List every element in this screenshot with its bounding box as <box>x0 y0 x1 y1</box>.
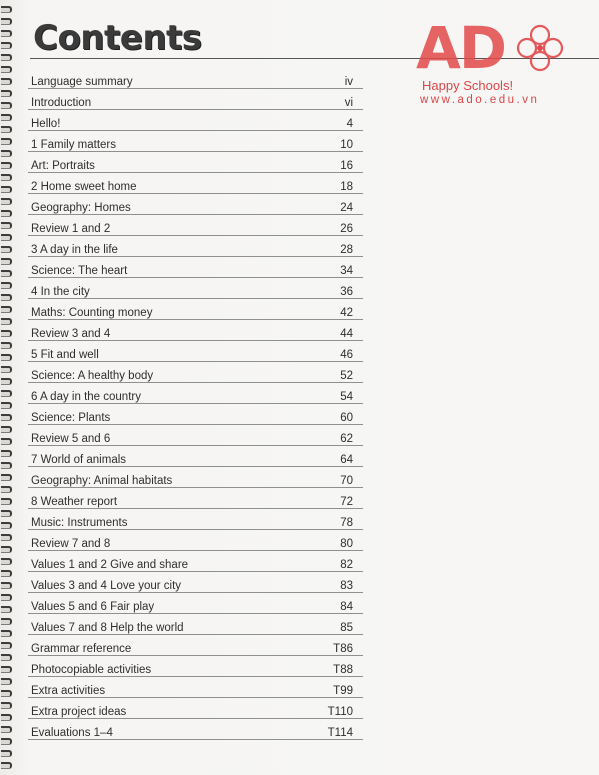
contents-row <box>28 299 363 320</box>
contents-row <box>28 593 363 614</box>
contents-row <box>28 509 363 530</box>
contents-entry-label: Music: Instruments <box>31 517 128 529</box>
contents-entry-label: Geography: Animal habitats <box>31 475 173 487</box>
contents-page-number: T86 <box>333 643 353 655</box>
row-divider <box>28 739 363 740</box>
contents-page-number: 34 <box>340 265 353 277</box>
contents-row <box>28 404 363 425</box>
contents-page-number: 28 <box>340 244 353 256</box>
contents-row <box>28 320 363 341</box>
contents-entry-label: Values 7 and 8 Help the world <box>31 622 184 634</box>
contents-row <box>28 467 363 488</box>
logo-tagline: Happy Schools! <box>422 78 514 93</box>
contents-page-number: 46 <box>340 349 353 361</box>
contents-entry-label: Photocopiable activities <box>31 664 152 676</box>
contents-page-number: 82 <box>340 559 353 571</box>
contents-page-number: 18 <box>340 181 353 193</box>
contents-row <box>28 656 363 677</box>
contents-page-number: 80 <box>340 538 353 550</box>
contents-row <box>28 572 363 593</box>
contents-row <box>28 68 363 89</box>
logo-url: www.ado.edu.vn <box>420 94 540 106</box>
contents-page-number: 85 <box>340 622 353 634</box>
contents-entry-label: Introduction <box>31 97 92 109</box>
contents-page-number: 52 <box>340 370 353 382</box>
contents-page-number: T88 <box>333 664 353 676</box>
contents-entry-label: Evaluations 1–4 <box>31 727 113 739</box>
contents-row <box>28 677 363 698</box>
contents-entry-label: Science: Plants <box>31 412 111 424</box>
contents-page-number: 24 <box>340 202 353 214</box>
contents-entry-label: 3 A day in the life <box>31 244 118 256</box>
contents-row <box>28 698 363 719</box>
contents-page-number: 78 <box>340 517 353 529</box>
contents-page-number: vi <box>344 97 353 109</box>
contents-page-number: T99 <box>333 685 353 697</box>
logo-brand-text: AD <box>416 14 506 82</box>
contents-row <box>28 278 363 299</box>
contents-entry-label: Extra project ideas <box>31 706 127 718</box>
contents-page-number: 4 <box>346 118 353 130</box>
contents-page-number: 72 <box>340 496 353 508</box>
contents-row <box>28 635 363 656</box>
contents-page-number: T110 <box>327 706 353 718</box>
contents-page-number: iv <box>344 76 353 88</box>
contents-row <box>28 362 363 383</box>
contents-row <box>28 530 363 551</box>
contents-entry-label: Science: The heart <box>31 265 128 277</box>
contents-entry-label: Art: Portraits <box>31 160 95 172</box>
contents-row <box>28 425 363 446</box>
contents-row <box>28 446 363 467</box>
contents-page-number: 70 <box>340 475 353 487</box>
contents-page-number: 10 <box>340 139 353 151</box>
contents-entry-label: Language summary <box>31 76 133 88</box>
contents-entry-label: 1 Family matters <box>31 139 116 151</box>
contents-entry-label: Science: A healthy body <box>31 370 154 382</box>
contents-row <box>28 173 363 194</box>
contents-row <box>28 614 363 635</box>
contents-entry-label: Geography: Homes <box>31 202 131 214</box>
contents-entry-label: Review 7 and 8 <box>31 538 111 550</box>
contents-row <box>28 194 363 215</box>
contents-row <box>28 257 363 278</box>
contents-page-number: 62 <box>340 433 353 445</box>
contents-entry-label: 5 Fit and well <box>31 349 99 361</box>
contents-page-number: 26 <box>340 223 353 235</box>
contents-row <box>28 551 363 572</box>
contents-entry-label: Review 3 and 4 <box>31 328 111 340</box>
contents-row <box>28 719 363 740</box>
contents-page-number: 42 <box>340 307 353 319</box>
contents-entry-label: Hello! <box>31 118 61 130</box>
contents-page-number: 36 <box>340 286 353 298</box>
contents-page-number: 84 <box>340 601 353 613</box>
contents-row <box>28 152 363 173</box>
contents-page-number: 44 <box>340 328 353 340</box>
contents-row <box>28 131 363 152</box>
contents-entry-label: Values 1 and 2 Give and share <box>31 559 189 571</box>
contents-entry-label: Extra activities <box>31 685 106 697</box>
contents-entry-label: 6 A day in the country <box>31 391 141 403</box>
contents-page-number: 64 <box>340 454 353 466</box>
contents-entry-label: 4 In the city <box>31 286 90 298</box>
contents-entry-label: 2 Home sweet home <box>31 181 137 193</box>
contents-entry-label: Values 5 and 6 Fair play <box>31 601 155 613</box>
contents-entry-label: 8 Weather report <box>31 496 118 508</box>
contents-row <box>28 341 363 362</box>
contents-row <box>28 488 363 509</box>
contents-page-number: 16 <box>340 160 353 172</box>
contents-row <box>28 89 363 110</box>
page-title: Contents <box>33 18 202 58</box>
contents-row <box>28 383 363 404</box>
contents-entry-label: Grammar reference <box>31 643 132 655</box>
contents-row <box>28 110 363 131</box>
contents-page-number: 83 <box>340 580 353 592</box>
contents-page-number: 60 <box>340 412 353 424</box>
contents-entry-label: 7 World of animals <box>31 454 127 466</box>
contents-page-number: 54 <box>340 391 353 403</box>
contents-entry-label: Maths: Counting money <box>31 307 153 319</box>
contents-row <box>28 215 363 236</box>
contents-page-number: T114 <box>327 727 353 739</box>
contents-row <box>28 236 363 257</box>
contents-entry-label: Review 5 and 6 <box>31 433 111 445</box>
contents-entry-label: Review 1 and 2 <box>31 223 111 235</box>
contents-entry-label: Values 3 and 4 Love your city <box>31 580 182 592</box>
